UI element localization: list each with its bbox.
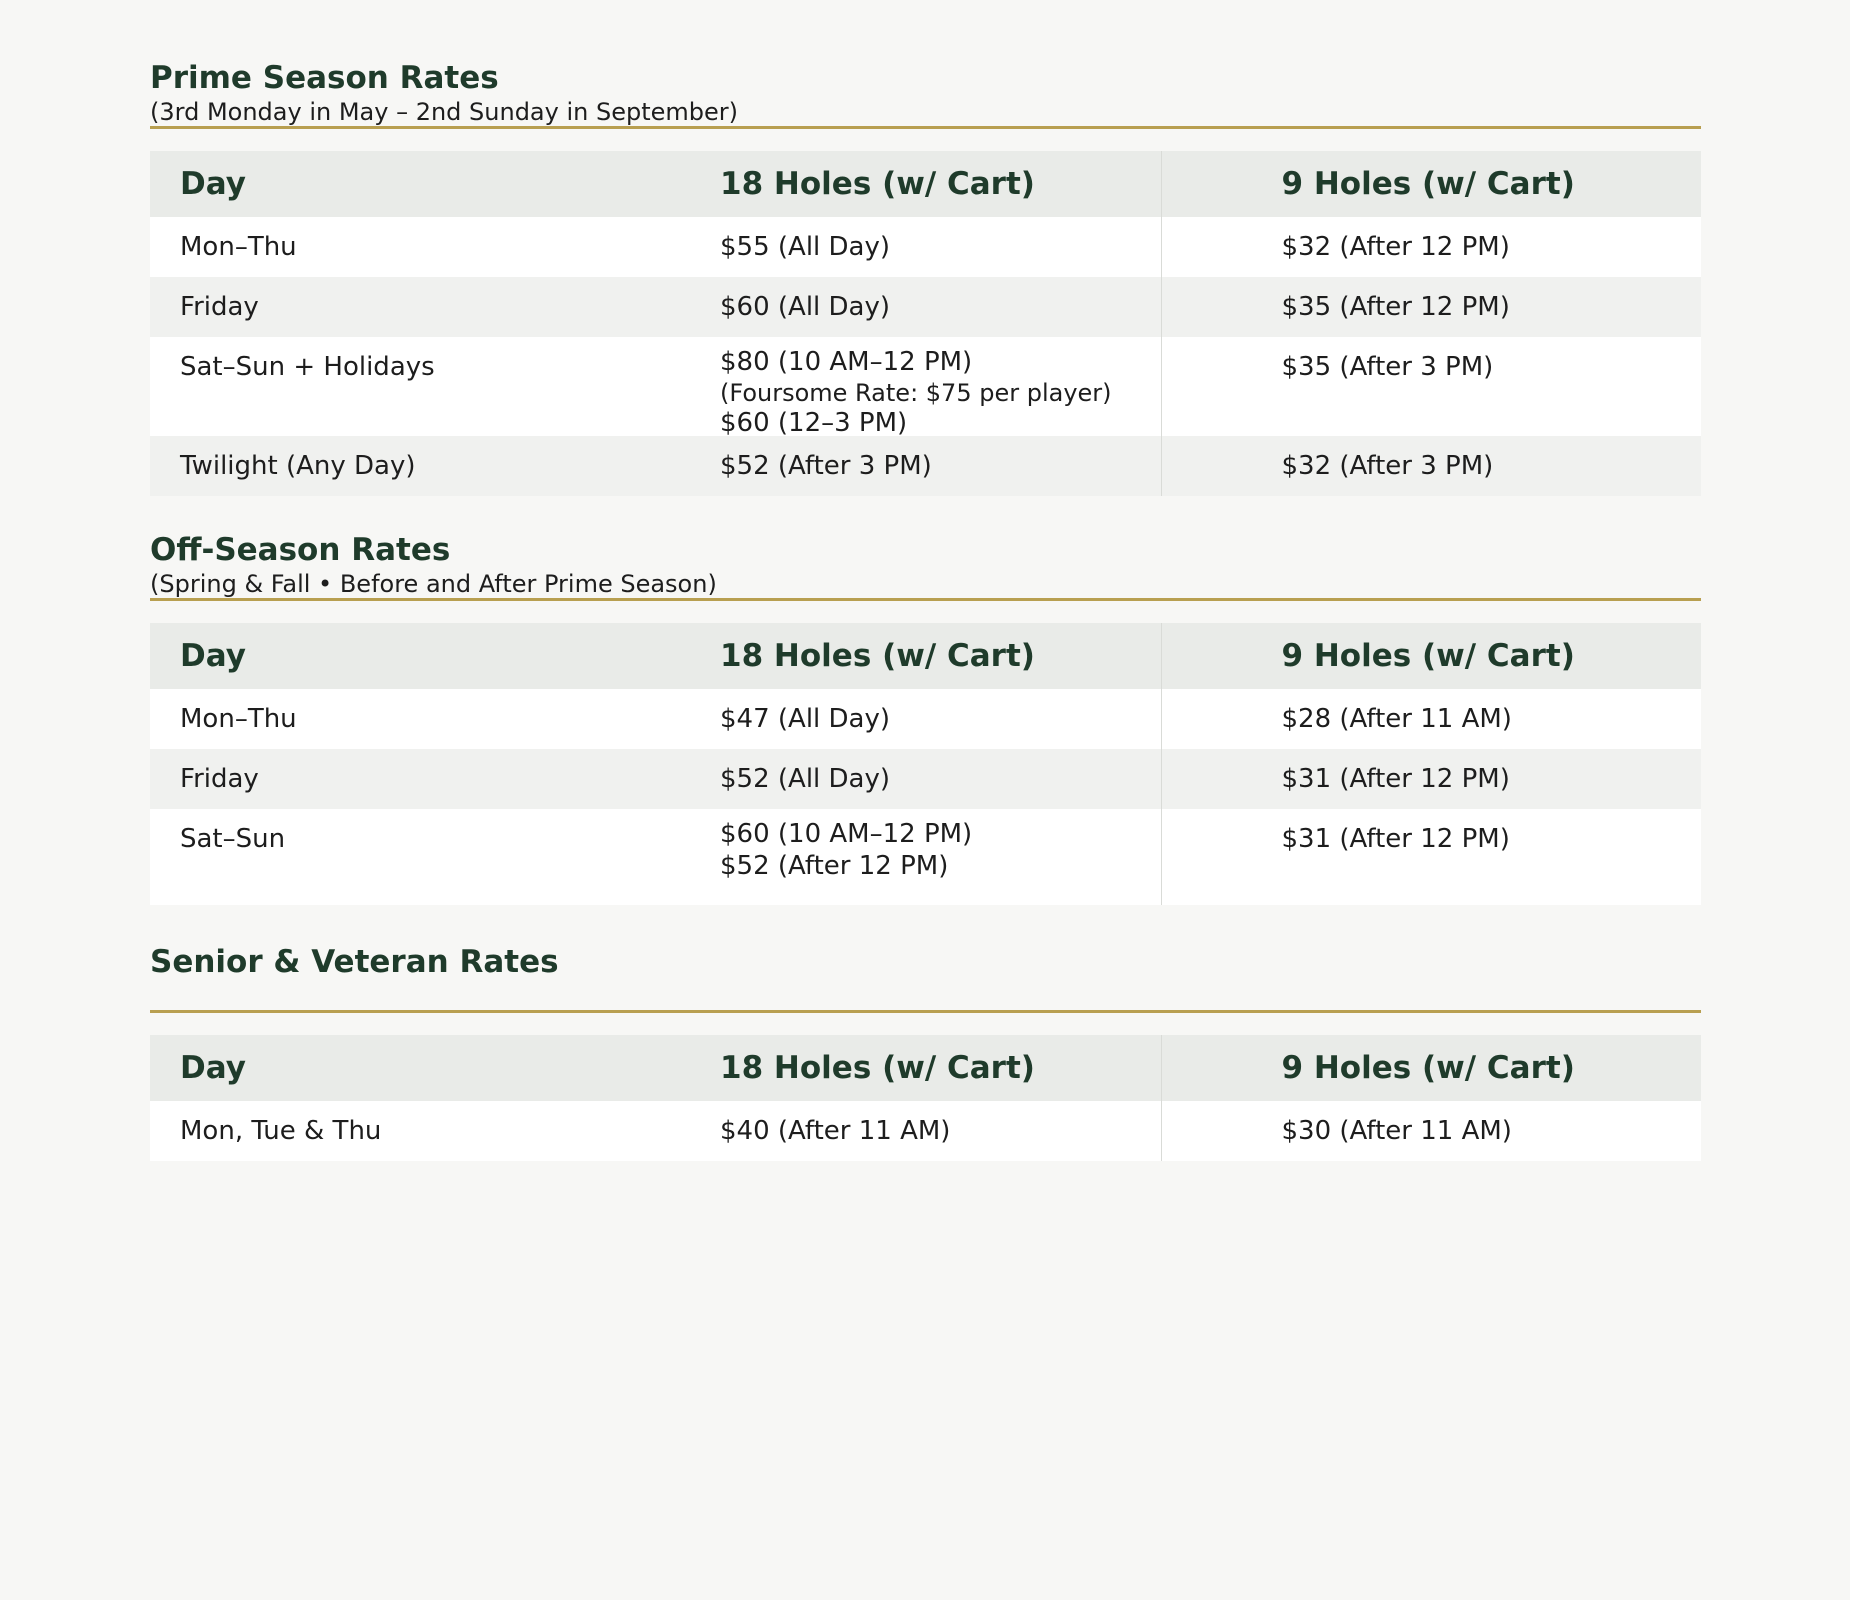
header-day: Day (150, 151, 690, 217)
eighteen-holes-cell: $60 (All Day) (690, 277, 1161, 337)
nine-holes-cell: $30 (After 11 AM) (1161, 1101, 1701, 1161)
day-cell: Mon, Tue & Thu (150, 1101, 690, 1161)
table-row (150, 809, 1701, 905)
header-9-holes: 9 Holes (w/ Cart) (1161, 151, 1701, 217)
day-cell: Friday (150, 749, 690, 809)
header-18-holes: 18 Holes (w/ Cart) (690, 151, 1161, 217)
section-title: Off-Season Rates (150, 532, 451, 568)
nine-holes-cell: $28 (After 11 AM) (1161, 689, 1701, 749)
day-cell: Sat–Sun + Holidays (150, 337, 690, 436)
eighteen-holes-cell: $52 (After 3 PM) (690, 436, 1161, 496)
header-day: Day (150, 1035, 690, 1101)
table-row (150, 749, 1701, 809)
section-divider (150, 598, 1701, 601)
day-cell: Twilight (Any Day) (150, 436, 690, 496)
rate-line: $52 (After 12 PM) (720, 851, 949, 881)
table-row (150, 689, 1701, 749)
eighteen-holes-cell: $47 (All Day) (690, 689, 1161, 749)
eighteen-holes-cell (690, 809, 1161, 905)
header-9-holes: 9 Holes (w/ Cart) (1161, 623, 1701, 689)
rate-line: $80 (10 AM–12 PM) (720, 347, 973, 377)
header-day: Day (150, 623, 690, 689)
nine-holes-cell: $32 (After 3 PM) (1161, 436, 1701, 496)
day-cell: Mon–Thu (150, 217, 690, 277)
off-season-table (150, 623, 1701, 905)
section-subtitle: (Spring & Fall • Before and After Prime Season) (150, 570, 717, 598)
section-title: Prime Season Rates (150, 60, 499, 96)
section-divider (150, 126, 1701, 129)
day-cell: Friday (150, 277, 690, 337)
table-row (150, 277, 1701, 337)
table-row (150, 436, 1701, 496)
table-header-row (150, 1035, 1701, 1101)
nine-holes-cell: $32 (After 12 PM) (1161, 217, 1701, 277)
rate-line: $60 (12–3 PM) (720, 408, 908, 436)
table-header-row (150, 151, 1701, 217)
nine-holes-cell: $31 (After 12 PM) (1161, 749, 1701, 809)
senior-veteran-table (150, 1035, 1701, 1161)
nine-holes-cell: $35 (After 3 PM) (1161, 337, 1701, 436)
day-cell: Mon–Thu (150, 689, 690, 749)
header-18-holes: 18 Holes (w/ Cart) (690, 1035, 1161, 1101)
table-row (150, 1101, 1701, 1161)
eighteen-holes-cell (690, 337, 1161, 436)
foursome-note: (Foursome Rate: $75 per player) (720, 379, 1112, 407)
rate-line: $60 (10 AM–12 PM) (720, 819, 973, 849)
eighteen-holes-cell: $52 (All Day) (690, 749, 1161, 809)
day-cell: Sat–Sun (150, 809, 690, 905)
eighteen-holes-cell: $40 (After 11 AM) (690, 1101, 1161, 1161)
prime-season-table (150, 151, 1701, 496)
table-row (150, 337, 1701, 436)
section-subtitle: (3rd Monday in May – 2nd Sunday in September) (150, 98, 738, 126)
table-row (150, 217, 1701, 277)
nine-holes-cell: $35 (After 12 PM) (1161, 277, 1701, 337)
table-header-row (150, 623, 1701, 689)
header-18-holes: 18 Holes (w/ Cart) (690, 623, 1161, 689)
section-divider (150, 1010, 1701, 1013)
section-title: Senior & Veteran Rates (150, 944, 559, 980)
eighteen-holes-cell: $55 (All Day) (690, 217, 1161, 277)
nine-holes-cell: $31 (After 12 PM) (1161, 809, 1701, 905)
header-9-holes: 9 Holes (w/ Cart) (1161, 1035, 1701, 1101)
